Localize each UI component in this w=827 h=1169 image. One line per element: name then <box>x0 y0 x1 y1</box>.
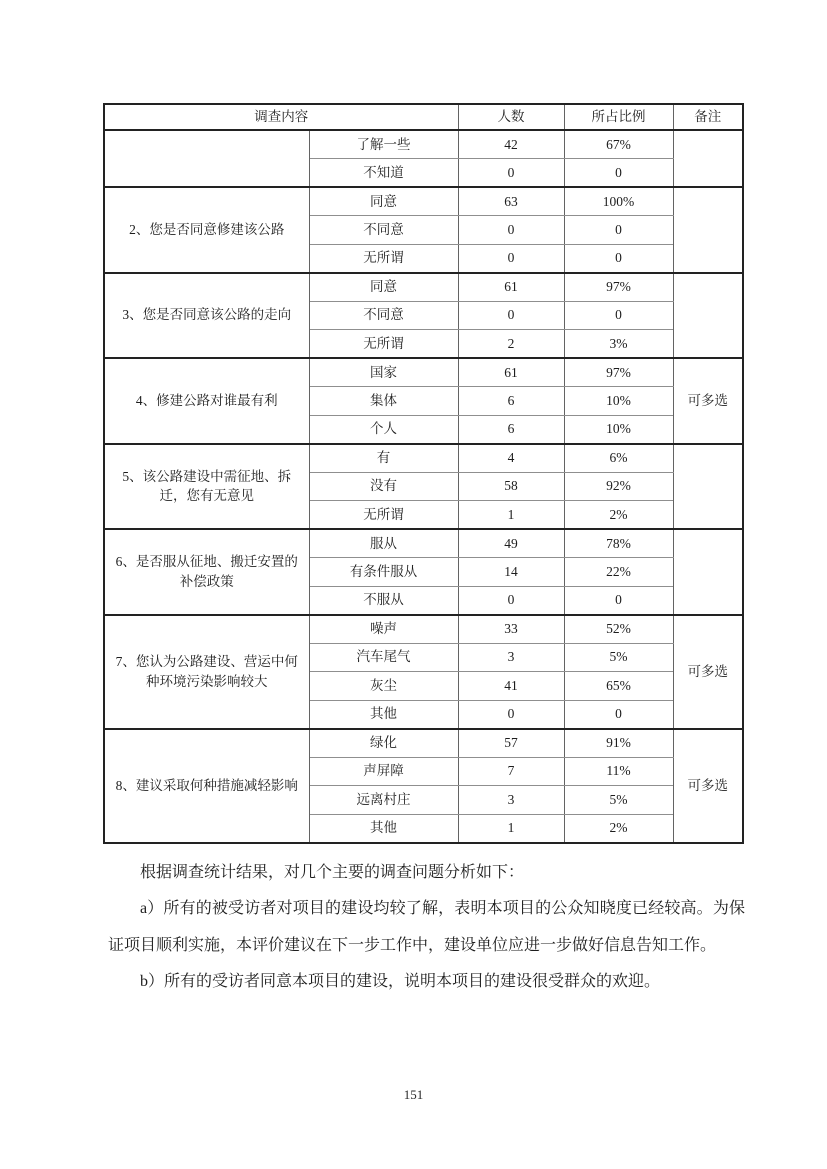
ratio-cell: 52% <box>564 615 673 644</box>
option-cell: 国家 <box>309 358 458 387</box>
ratio-cell: 0 <box>564 586 673 615</box>
note-cell: 可多选 <box>673 615 743 729</box>
ratio-cell: 67% <box>564 130 673 159</box>
count-cell: 42 <box>458 130 564 159</box>
count-cell: 14 <box>458 558 564 587</box>
option-cell: 其他 <box>309 814 458 843</box>
analysis-point-b: b）所有的受访者同意本项目的建设，说明本项目的建设很受群众的欢迎。 <box>140 973 661 991</box>
note-cell: 可多选 <box>673 358 743 444</box>
count-cell: 57 <box>458 729 564 758</box>
question-cell: 4、修建公路对谁最有利 <box>104 358 309 444</box>
ratio-cell: 97% <box>564 273 673 302</box>
table-row <box>104 187 743 216</box>
count-cell: 0 <box>458 586 564 615</box>
analysis-text <box>108 855 745 1001</box>
option-cell: 同意 <box>309 187 458 216</box>
ratio-cell: 3% <box>564 330 673 359</box>
table-row <box>104 529 743 558</box>
option-cell: 无所谓 <box>309 244 458 273</box>
count-cell: 4 <box>458 444 564 473</box>
ratio-cell: 6% <box>564 444 673 473</box>
ratio-cell: 100% <box>564 187 673 216</box>
option-cell: 远离村庄 <box>309 786 458 815</box>
table-row <box>104 444 743 473</box>
ratio-cell: 65% <box>564 672 673 701</box>
ratio-cell: 0 <box>564 244 673 273</box>
note-cell <box>673 130 743 187</box>
ratio-cell: 78% <box>564 529 673 558</box>
note-cell: 可多选 <box>673 729 743 843</box>
col-header-content: 调查内容 <box>104 104 458 130</box>
option-cell: 同意 <box>309 273 458 302</box>
ratio-cell: 5% <box>564 643 673 672</box>
table-row <box>104 130 743 159</box>
count-cell: 58 <box>458 472 564 501</box>
option-cell: 不同意 <box>309 216 458 245</box>
table-row <box>104 273 743 302</box>
count-cell: 7 <box>458 757 564 786</box>
ratio-cell: 2% <box>564 501 673 530</box>
option-cell: 不同意 <box>309 301 458 330</box>
ratio-cell: 0 <box>564 700 673 729</box>
survey-table <box>103 103 744 844</box>
ratio-cell: 10% <box>564 387 673 416</box>
table-row <box>104 358 743 387</box>
ratio-cell: 0 <box>564 159 673 188</box>
note-cell <box>673 529 743 615</box>
count-cell: 0 <box>458 301 564 330</box>
option-cell: 声屏障 <box>309 757 458 786</box>
note-cell <box>673 444 743 530</box>
table-row <box>104 729 743 758</box>
option-cell: 灰尘 <box>309 672 458 701</box>
analysis-intro: 根据调查统计结果，对几个主要的调查问题分析如下： <box>140 864 525 881</box>
ratio-cell: 91% <box>564 729 673 758</box>
option-cell: 无所谓 <box>309 501 458 530</box>
count-cell: 3 <box>458 786 564 815</box>
option-cell: 汽车尾气 <box>309 643 458 672</box>
ratio-cell: 10% <box>564 415 673 444</box>
count-cell: 61 <box>458 273 564 302</box>
ratio-cell: 97% <box>564 358 673 387</box>
question-cell: 5、该公路建设中需征地、拆迁，您有无意见 <box>104 444 309 530</box>
count-cell: 0 <box>458 216 564 245</box>
ratio-cell: 11% <box>564 757 673 786</box>
option-cell: 不知道 <box>309 159 458 188</box>
count-cell: 33 <box>458 615 564 644</box>
option-cell: 无所谓 <box>309 330 458 359</box>
count-cell: 3 <box>458 643 564 672</box>
option-cell: 有条件服从 <box>309 558 458 587</box>
note-cell <box>673 273 743 359</box>
option-cell: 个人 <box>309 415 458 444</box>
option-cell: 服从 <box>309 529 458 558</box>
count-cell: 49 <box>458 529 564 558</box>
ratio-cell: 22% <box>564 558 673 587</box>
count-cell: 61 <box>458 358 564 387</box>
question-cell: 8、建议采取何种措施减轻影响 <box>104 729 309 843</box>
ratio-cell: 0 <box>564 216 673 245</box>
note-cell <box>673 187 743 273</box>
option-cell: 有 <box>309 444 458 473</box>
ratio-cell: 92% <box>564 472 673 501</box>
question-cell: 2、您是否同意修建该公路 <box>104 187 309 273</box>
question-cell: 7、您认为公路建设、营运中何种环境污染影响较大 <box>104 615 309 729</box>
col-header-note: 备注 <box>673 104 743 130</box>
option-cell: 了解一些 <box>309 130 458 159</box>
count-cell: 1 <box>458 814 564 843</box>
col-header-ratio: 所占比例 <box>564 104 673 130</box>
count-cell: 0 <box>458 244 564 273</box>
col-header-count: 人数 <box>458 104 564 130</box>
question-cell: 3、您是否同意该公路的走向 <box>104 273 309 359</box>
ratio-cell: 5% <box>564 786 673 815</box>
table-body <box>104 130 743 843</box>
ratio-cell: 0 <box>564 301 673 330</box>
question-cell: 6、是否服从征地、搬迁安置的补偿政策 <box>104 529 309 615</box>
table-row <box>104 615 743 644</box>
count-cell: 41 <box>458 672 564 701</box>
count-cell: 63 <box>458 187 564 216</box>
count-cell: 0 <box>458 159 564 188</box>
ratio-cell: 2% <box>564 814 673 843</box>
option-cell: 集体 <box>309 387 458 416</box>
table-header <box>104 104 743 130</box>
option-cell: 不服从 <box>309 586 458 615</box>
count-cell: 0 <box>458 700 564 729</box>
count-cell: 6 <box>458 415 564 444</box>
option-cell: 绿化 <box>309 729 458 758</box>
question-cell <box>104 130 309 187</box>
count-cell: 2 <box>458 330 564 359</box>
analysis-point-a: a）所有的被受访者对项目的建设均较了解，表明本项目的公众知晓度已经较高。为保证项目顺利实施，本评价建议在下一步工作中，建设单位应进一步做好信息告知工作。 <box>108 900 745 954</box>
count-cell: 6 <box>458 387 564 416</box>
table-header-row <box>104 104 743 130</box>
page-number: 151 <box>403 1087 424 1102</box>
option-cell: 噪声 <box>309 615 458 644</box>
option-cell: 没有 <box>309 472 458 501</box>
count-cell: 1 <box>458 501 564 530</box>
option-cell: 其他 <box>309 700 458 729</box>
